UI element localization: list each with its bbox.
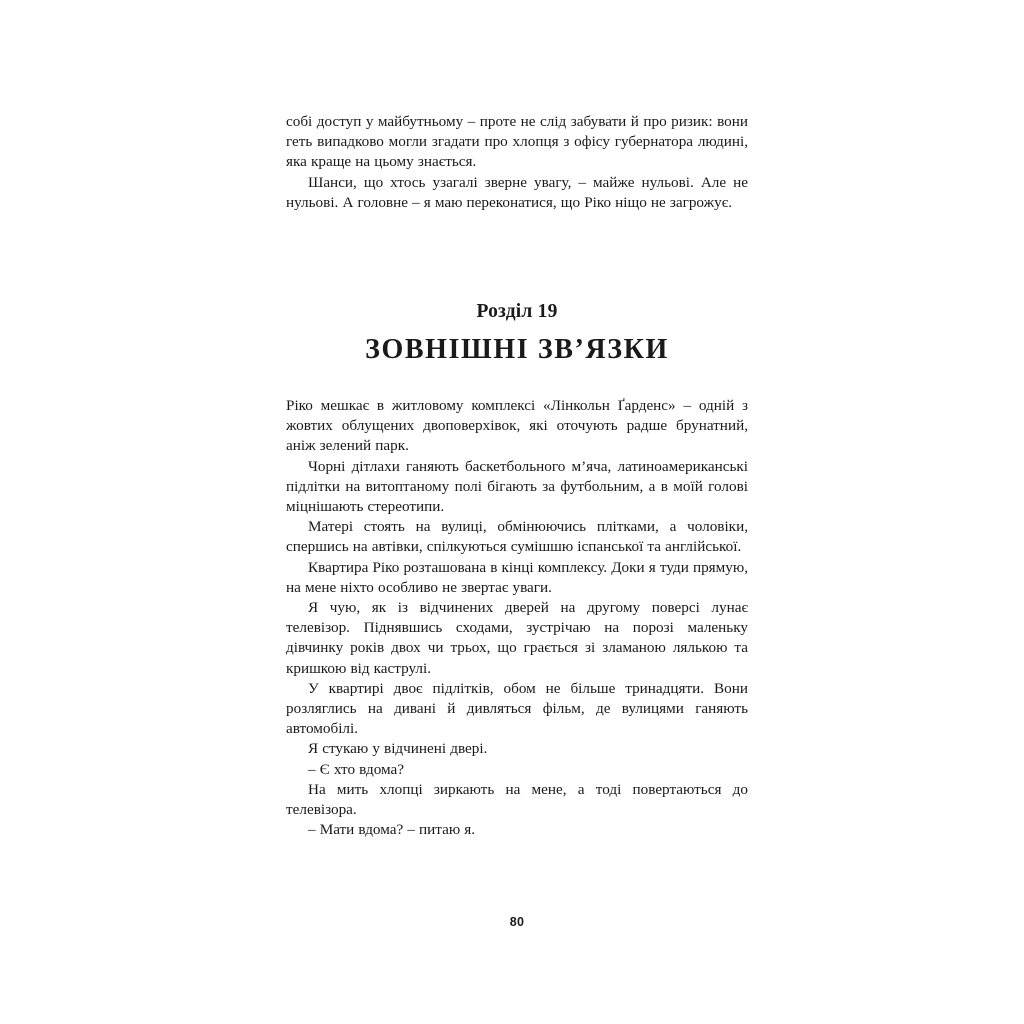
- page-number: 80: [509, 915, 525, 929]
- paragraph: Матері стоять на вулиці, обмінюючись плітками, а чоловіки, спершись на автівки, спілкуються сумішшю іспанської та англійської.: [286, 518, 748, 556]
- chapter-title: ЗОВНІШНІ ЗВ’ЯЗКИ: [365, 334, 669, 365]
- paragraph: Квартира Ріко розташована в кінці комплексу. Доки я туди прямую, на мене ніхто особливо не звертає уваги.: [286, 558, 748, 596]
- top-text-column: [286, 112, 748, 213]
- paragraph: Ріко мешкає в житловому комплексі «Лінкольн Ґарденс» – одній з жовтих облущених двоповерхівок, які оточують радше брунатний, аніж зелений парк.: [286, 397, 748, 455]
- paragraph: На мить хлопці зиркають на мене, а тоді повертаються до телевізора.: [286, 780, 748, 819]
- body-text-column: [286, 396, 748, 840]
- paragraph: Шанси, що хтось узагалі зверне увагу, – майже нульові. Але не нульові. А головне – я маю переконатися, що Ріко ніщо не загрожує.: [286, 173, 748, 211]
- paragraph: Чорні дітлахи ганяють баскетбольного м’яча, латиноамериканські підлітки на витоптаному полі бігають за футбольним, а в моїй голові міцнішають стереотипи.: [286, 457, 748, 516]
- paragraph: У квартирі двоє підлітків, обом не більше тринадцяти. Вони розляглись на дивані й дивляться фільм, де вулицями ганяють автомобілі.: [286, 679, 748, 738]
- paragraph: собі доступ у майбутньому – проте не слід забувати й про ризик: вони геть випадково могли згадати про хлопця з офісу губернатора людині, яка краще на цьому знається.: [286, 113, 748, 171]
- dialogue-line: – Є хто вдома?: [308, 760, 404, 778]
- paragraph: Я чую, як із відчинених дверей на другому поверсі лунає телевізор. Піднявшись сходами, зустрічаю на порозі маленьку дівчинку років двох чи трьох, що грається зі зламаною лялькою та кришкою від каструлі.: [286, 599, 748, 677]
- chapter-heading: [286, 300, 748, 367]
- paragraph: Я стукаю у відчинені двері.: [308, 740, 488, 758]
- dialogue-line: – Мати вдома? – питаю я.: [308, 821, 476, 839]
- chapter-number: Розділ 19: [476, 301, 558, 322]
